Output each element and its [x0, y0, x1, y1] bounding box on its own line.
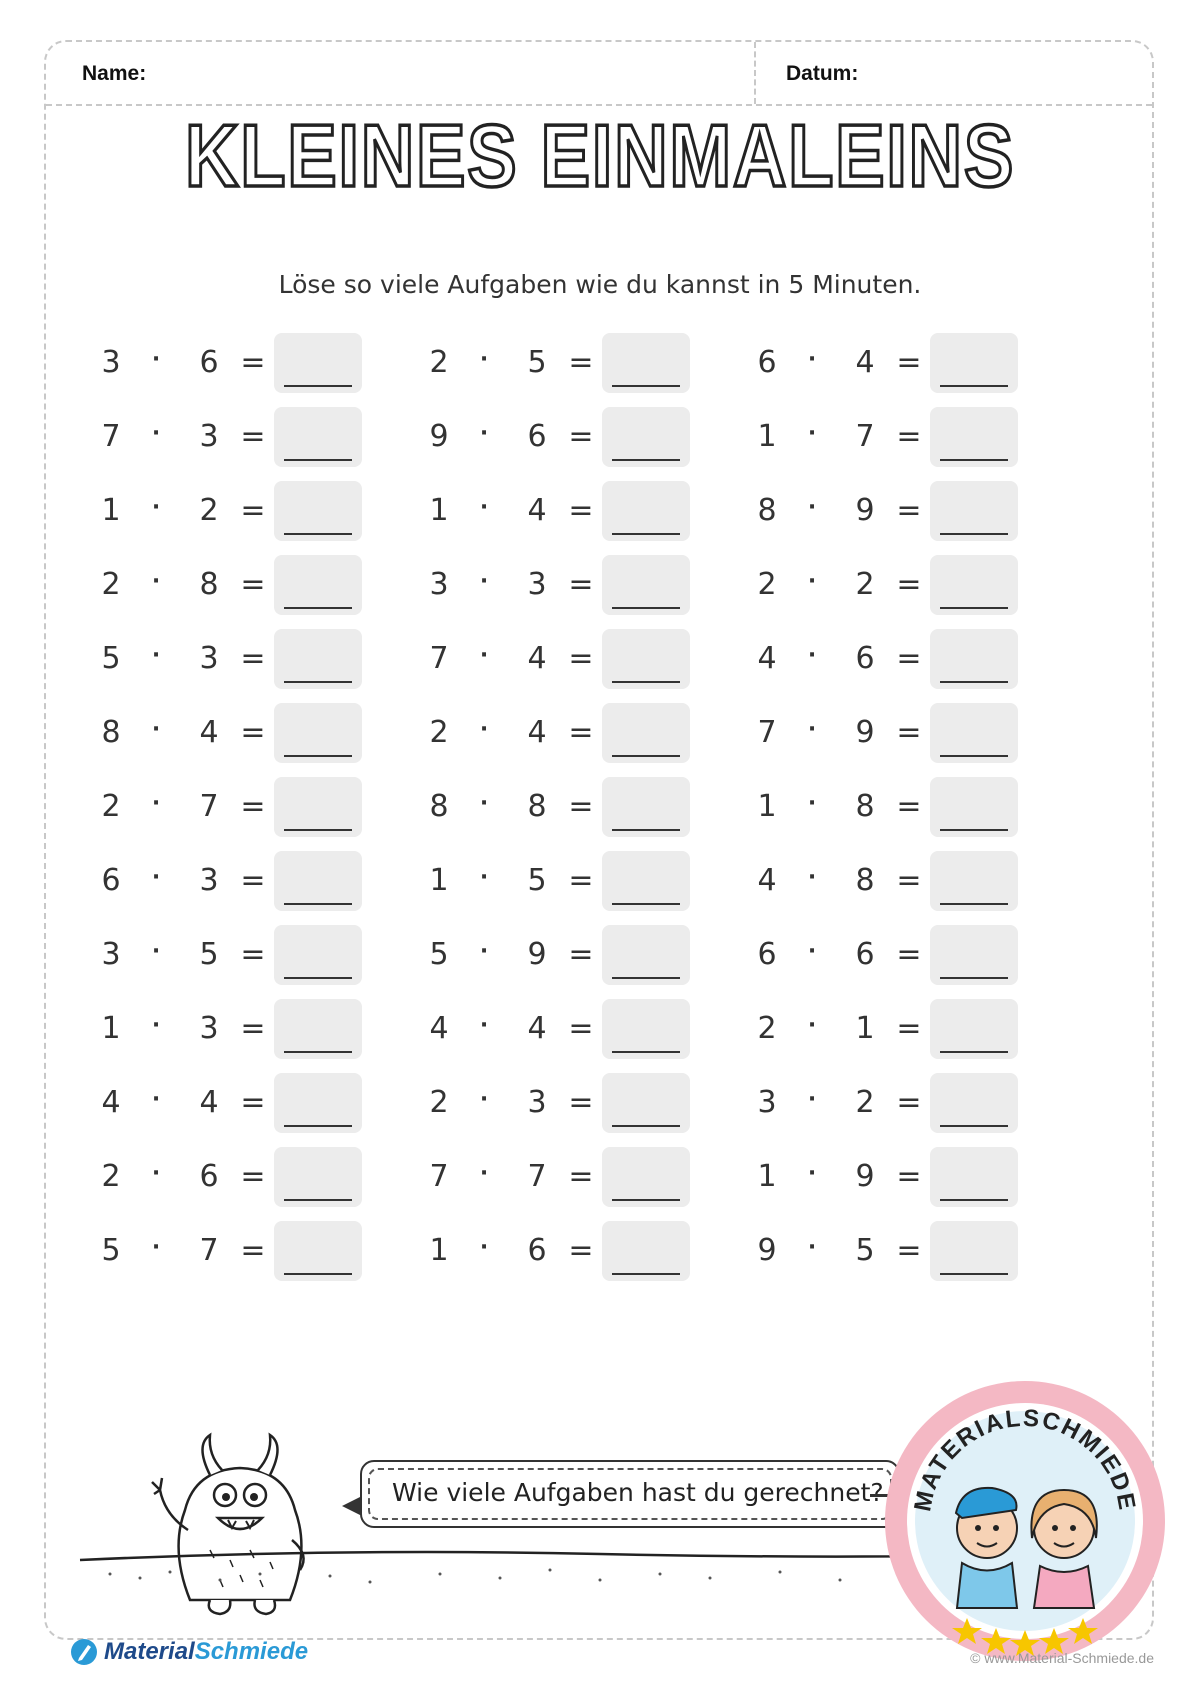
factor-b: 6: [855, 641, 875, 676]
task-item: [424, 703, 704, 767]
multiply-sign: ·: [807, 421, 817, 446]
copyright: © www.Material-Schmiede.de: [970, 1650, 1154, 1666]
multiply-sign: ·: [151, 569, 161, 594]
factor-b: 3: [199, 419, 219, 454]
factor-b: 4: [527, 493, 547, 528]
answer-underline: [940, 533, 1008, 535]
task-item: [96, 777, 376, 841]
factor-a: 8: [101, 715, 121, 750]
answer-box[interactable]: [930, 777, 1018, 837]
multiply-sign: ·: [479, 1087, 489, 1112]
factor-b: 4: [855, 345, 875, 380]
answer-underline: [940, 1273, 1008, 1275]
answer-underline: [284, 533, 352, 535]
factor-a: 5: [101, 641, 121, 676]
factor-b: 9: [527, 937, 547, 972]
equals-sign: =: [896, 641, 922, 676]
header-divider: [754, 42, 756, 104]
factor-b: 3: [199, 863, 219, 898]
equals-sign: =: [568, 863, 594, 898]
answer-box[interactable]: [930, 925, 1018, 985]
factor-a: 5: [101, 1233, 121, 1268]
factor-a: 8: [757, 493, 777, 528]
factor-b: 7: [199, 1233, 219, 1268]
answer-box[interactable]: [930, 703, 1018, 763]
task-item: [752, 555, 1032, 619]
factor-a: 5: [429, 937, 449, 972]
factor-a: 2: [429, 715, 449, 750]
multiply-sign: ·: [479, 495, 489, 520]
factor-a: 1: [429, 1233, 449, 1268]
answer-box[interactable]: [602, 925, 690, 985]
factor-b: 5: [527, 345, 547, 380]
factor-b: 5: [855, 1233, 875, 1268]
factor-b: 9: [855, 715, 875, 750]
multiply-sign: ·: [807, 865, 817, 890]
multiply-sign: ·: [807, 569, 817, 594]
answer-box[interactable]: [930, 555, 1018, 615]
answer-underline: [940, 829, 1008, 831]
factor-b: 3: [527, 567, 547, 602]
badge-text: MATERIALSCHMIEDE: [909, 1404, 1141, 1514]
multiply-sign: ·: [479, 865, 489, 890]
multiply-sign: ·: [151, 1161, 161, 1186]
answer-underline: [940, 903, 1008, 905]
task-item: [752, 481, 1032, 545]
multiply-sign: ·: [807, 347, 817, 372]
factor-a: 3: [101, 345, 121, 380]
factor-a: 9: [757, 1233, 777, 1268]
multiply-sign: ·: [479, 717, 489, 742]
factor-b: 8: [199, 567, 219, 602]
equals-sign: =: [896, 937, 922, 972]
factor-b: 6: [527, 419, 547, 454]
factor-b: 7: [855, 419, 875, 454]
equals-sign: =: [240, 419, 266, 454]
multiply-sign: ·: [151, 1087, 161, 1112]
task-item: [752, 851, 1032, 915]
task-item: [752, 925, 1032, 989]
multiply-sign: ·: [151, 495, 161, 520]
factor-a: 2: [101, 789, 121, 824]
answer-underline: [284, 681, 352, 683]
factor-b: 3: [199, 1011, 219, 1046]
answer-underline: [612, 1199, 680, 1201]
equals-sign: =: [896, 789, 922, 824]
task-item: [96, 703, 376, 767]
equals-sign: =: [896, 567, 922, 602]
equals-sign: =: [568, 567, 594, 602]
equals-sign: =: [568, 1085, 594, 1120]
answer-box[interactable]: [274, 333, 362, 393]
factor-b: 9: [855, 1159, 875, 1194]
answer-box[interactable]: [274, 999, 362, 1059]
multiply-sign: ·: [151, 939, 161, 964]
factor-a: 1: [101, 493, 121, 528]
equals-sign: =: [240, 1159, 266, 1194]
multiply-sign: ·: [479, 1161, 489, 1186]
task-item: [96, 407, 376, 471]
multiply-sign: ·: [807, 791, 817, 816]
multiply-sign: ·: [807, 717, 817, 742]
answer-box[interactable]: [274, 1073, 362, 1133]
equals-sign: =: [896, 345, 922, 380]
factor-b: 2: [199, 493, 219, 528]
answer-box[interactable]: [274, 555, 362, 615]
factor-a: 7: [429, 641, 449, 676]
factor-b: 8: [855, 863, 875, 898]
equals-sign: =: [896, 1085, 922, 1120]
multiply-sign: ·: [479, 421, 489, 446]
answer-box[interactable]: [930, 333, 1018, 393]
answer-box[interactable]: [602, 333, 690, 393]
factor-a: 9: [429, 419, 449, 454]
answer-underline: [284, 459, 352, 461]
equals-sign: =: [896, 863, 922, 898]
equals-sign: =: [240, 863, 266, 898]
factor-a: 2: [429, 1085, 449, 1120]
multiply-sign: ·: [151, 347, 161, 372]
factor-a: 3: [757, 1085, 777, 1120]
task-item: [424, 1221, 704, 1285]
task-item: [96, 1221, 376, 1285]
answer-underline: [940, 755, 1008, 757]
factor-b: 7: [527, 1159, 547, 1194]
page-title: [0, 106, 1200, 205]
answer-underline: [284, 385, 352, 387]
answer-underline: [284, 1199, 352, 1201]
multiply-sign: ·: [151, 643, 161, 668]
answer-underline: [940, 681, 1008, 683]
factor-a: 4: [101, 1085, 121, 1120]
task-item: [752, 629, 1032, 693]
task-item: [96, 999, 376, 1063]
factor-b: 4: [527, 641, 547, 676]
task-item: [424, 1073, 704, 1137]
answer-box[interactable]: [274, 1221, 362, 1281]
task-item: [752, 703, 1032, 767]
multiply-sign: ·: [479, 939, 489, 964]
multiply-sign: ·: [807, 939, 817, 964]
equals-sign: =: [896, 419, 922, 454]
answer-underline: [284, 1051, 352, 1053]
factor-b: 4: [199, 715, 219, 750]
factor-b: 1: [855, 1011, 875, 1046]
task-item: [96, 629, 376, 693]
factor-a: 8: [429, 789, 449, 824]
factor-a: 1: [757, 419, 777, 454]
answer-box[interactable]: [274, 777, 362, 837]
task-item: [424, 1147, 704, 1211]
factor-b: 6: [199, 1159, 219, 1194]
answer-box[interactable]: [930, 851, 1018, 911]
factor-a: 7: [101, 419, 121, 454]
equals-sign: =: [240, 1233, 266, 1268]
task-item: [96, 333, 376, 397]
factor-a: 2: [429, 345, 449, 380]
task-item: [424, 925, 704, 989]
answer-underline: [284, 607, 352, 609]
equals-sign: =: [568, 1011, 594, 1046]
factor-b: 6: [199, 345, 219, 380]
answer-box[interactable]: [930, 481, 1018, 541]
factor-b: 6: [855, 937, 875, 972]
factor-a: 2: [101, 567, 121, 602]
equals-sign: =: [568, 493, 594, 528]
equals-sign: =: [896, 493, 922, 528]
answer-underline: [612, 385, 680, 387]
answer-underline: [612, 459, 680, 461]
answer-box[interactable]: [602, 851, 690, 911]
factor-a: 6: [757, 937, 777, 972]
materialschmiede-badge: [882, 1378, 1168, 1664]
answer-box[interactable]: [274, 629, 362, 689]
equals-sign: =: [896, 1159, 922, 1194]
answer-underline: [940, 385, 1008, 387]
multiply-sign: ·: [479, 1013, 489, 1038]
answer-underline: [284, 977, 352, 979]
factor-b: 2: [855, 567, 875, 602]
factor-b: 6: [527, 1233, 547, 1268]
answer-underline: [612, 1125, 680, 1127]
multiply-sign: ·: [151, 1235, 161, 1260]
equals-sign: =: [568, 419, 594, 454]
factor-b: 4: [199, 1085, 219, 1120]
multiply-sign: ·: [151, 421, 161, 446]
factor-a: 2: [757, 567, 777, 602]
answer-box[interactable]: [602, 407, 690, 467]
factor-a: 3: [101, 937, 121, 972]
answer-box[interactable]: [602, 555, 690, 615]
multiply-sign: ·: [479, 791, 489, 816]
multiply-sign: ·: [151, 1013, 161, 1038]
answer-box[interactable]: [930, 999, 1018, 1059]
equals-sign: =: [240, 937, 266, 972]
factor-b: 5: [527, 863, 547, 898]
answer-box[interactable]: [274, 481, 362, 541]
title-outline-text: [170, 106, 1030, 205]
task-item: [424, 407, 704, 471]
answer-underline: [612, 977, 680, 979]
equals-sign: =: [896, 1233, 922, 1268]
equals-sign: =: [568, 937, 594, 972]
task-item: [752, 1147, 1032, 1211]
answer-underline: [612, 755, 680, 757]
task-item: [424, 481, 704, 545]
factor-a: 4: [429, 1011, 449, 1046]
factor-a: 2: [757, 1011, 777, 1046]
answer-box[interactable]: [930, 407, 1018, 467]
answer-underline: [612, 607, 680, 609]
answer-box[interactable]: [602, 481, 690, 541]
factor-a: 1: [101, 1011, 121, 1046]
task-item: [752, 407, 1032, 471]
equals-sign: =: [568, 641, 594, 676]
factor-b: 3: [527, 1085, 547, 1120]
task-item: [424, 555, 704, 619]
answer-underline: [940, 1051, 1008, 1053]
answer-box[interactable]: [274, 925, 362, 985]
factor-a: 4: [757, 641, 777, 676]
answer-box[interactable]: [930, 1147, 1018, 1207]
answer-underline: [612, 829, 680, 831]
speech-bubble-tail: [342, 1496, 362, 1516]
equals-sign: =: [568, 715, 594, 750]
factor-b: 4: [527, 1011, 547, 1046]
name-label: Name:: [82, 62, 147, 85]
answer-underline: [284, 755, 352, 757]
answer-box[interactable]: [602, 703, 690, 763]
factor-a: 1: [757, 789, 777, 824]
multiply-sign: ·: [151, 865, 161, 890]
answer-box[interactable]: [602, 777, 690, 837]
answer-box[interactable]: [602, 629, 690, 689]
answer-underline: [612, 1273, 680, 1275]
equals-sign: =: [568, 1233, 594, 1268]
factor-a: 2: [101, 1159, 121, 1194]
answer-underline: [940, 1199, 1008, 1201]
factor-b: 9: [855, 493, 875, 528]
equals-sign: =: [896, 715, 922, 750]
answer-box[interactable]: [930, 1073, 1018, 1133]
task-item: [752, 777, 1032, 841]
task-item: [752, 1221, 1032, 1285]
equals-sign: =: [240, 1085, 266, 1120]
task-item: [96, 481, 376, 545]
answer-underline: [940, 1125, 1008, 1127]
answer-underline: [612, 533, 680, 535]
equals-sign: =: [240, 345, 266, 380]
multiply-sign: ·: [807, 495, 817, 520]
multiply-sign: ·: [151, 791, 161, 816]
equals-sign: =: [240, 715, 266, 750]
task-item: [752, 1073, 1032, 1137]
answer-underline: [940, 459, 1008, 461]
equals-sign: =: [240, 641, 266, 676]
answer-underline: [284, 903, 352, 905]
date-label: Datum:: [786, 62, 859, 85]
factor-b: 8: [527, 789, 547, 824]
task-item: [96, 555, 376, 619]
multiply-sign: ·: [807, 1161, 817, 1186]
equals-sign: =: [240, 567, 266, 602]
answer-box[interactable]: [602, 999, 690, 1059]
multiply-sign: ·: [807, 1013, 817, 1038]
answer-underline: [284, 1273, 352, 1275]
factor-b: 7: [199, 789, 219, 824]
multiply-sign: ·: [807, 643, 817, 668]
answer-box[interactable]: [274, 1147, 362, 1207]
factor-a: 1: [757, 1159, 777, 1194]
factor-b: 8: [855, 789, 875, 824]
equals-sign: =: [568, 345, 594, 380]
brand-logo: [70, 1638, 308, 1666]
task-item: [752, 999, 1032, 1063]
speech-bubble: [360, 1460, 900, 1528]
answer-box[interactable]: [930, 1221, 1018, 1281]
task-item: [96, 1073, 376, 1137]
task-item: [96, 851, 376, 915]
multiply-sign: ·: [479, 569, 489, 594]
answer-box[interactable]: [274, 703, 362, 763]
task-item: [424, 851, 704, 915]
factor-a: 6: [101, 863, 121, 898]
task-item: [752, 333, 1032, 397]
brand-text-schmiede: Schmiede: [194, 1638, 309, 1665]
task-grid: [0, 345, 1200, 1395]
answer-underline: [612, 681, 680, 683]
instructions: Löse so viele Aufgaben wie du kannst in 5 Minuten.: [278, 270, 922, 299]
answer-underline: [284, 829, 352, 831]
title-text: KLEINES EINMALEINS: [185, 106, 1015, 205]
factor-a: 3: [429, 567, 449, 602]
factor-a: 6: [757, 345, 777, 380]
factor-a: 4: [757, 863, 777, 898]
multiply-sign: ·: [479, 643, 489, 668]
factor-b: 5: [199, 937, 219, 972]
factor-b: 3: [199, 641, 219, 676]
answer-underline: [940, 977, 1008, 979]
brand-text-material: Material: [104, 1638, 195, 1665]
factor-a: 1: [429, 493, 449, 528]
task-item: [96, 1147, 376, 1211]
speech-bubble-text: Wie viele Aufgaben hast du gerechnet?: [392, 1478, 884, 1507]
equals-sign: =: [568, 1159, 594, 1194]
answer-box[interactable]: [274, 407, 362, 467]
task-item: [424, 999, 704, 1063]
answer-underline: [284, 1125, 352, 1127]
equals-sign: =: [896, 1011, 922, 1046]
equals-sign: =: [240, 493, 266, 528]
header-bar: [46, 42, 1152, 106]
pencil-logo-icon: [70, 1638, 98, 1666]
multiply-sign: ·: [807, 1087, 817, 1112]
factor-a: 1: [429, 863, 449, 898]
task-item: [424, 777, 704, 841]
equals-sign: =: [568, 789, 594, 824]
answer-underline: [940, 607, 1008, 609]
multiply-sign: ·: [807, 1235, 817, 1260]
factor-a: 7: [757, 715, 777, 750]
multiply-sign: ·: [151, 717, 161, 742]
answer-box[interactable]: [602, 1221, 690, 1281]
equals-sign: =: [240, 1011, 266, 1046]
answer-box[interactable]: [602, 1073, 690, 1133]
multiply-sign: ·: [479, 1235, 489, 1260]
factor-a: 7: [429, 1159, 449, 1194]
multiply-sign: ·: [479, 347, 489, 372]
answer-box[interactable]: [602, 1147, 690, 1207]
task-item: [424, 333, 704, 397]
answer-underline: [612, 1051, 680, 1053]
answer-box[interactable]: [930, 629, 1018, 689]
task-item: [424, 629, 704, 693]
answer-box[interactable]: [274, 851, 362, 911]
factor-b: 4: [527, 715, 547, 750]
factor-b: 2: [855, 1085, 875, 1120]
answer-underline: [612, 903, 680, 905]
equals-sign: =: [240, 789, 266, 824]
task-item: [96, 925, 376, 989]
